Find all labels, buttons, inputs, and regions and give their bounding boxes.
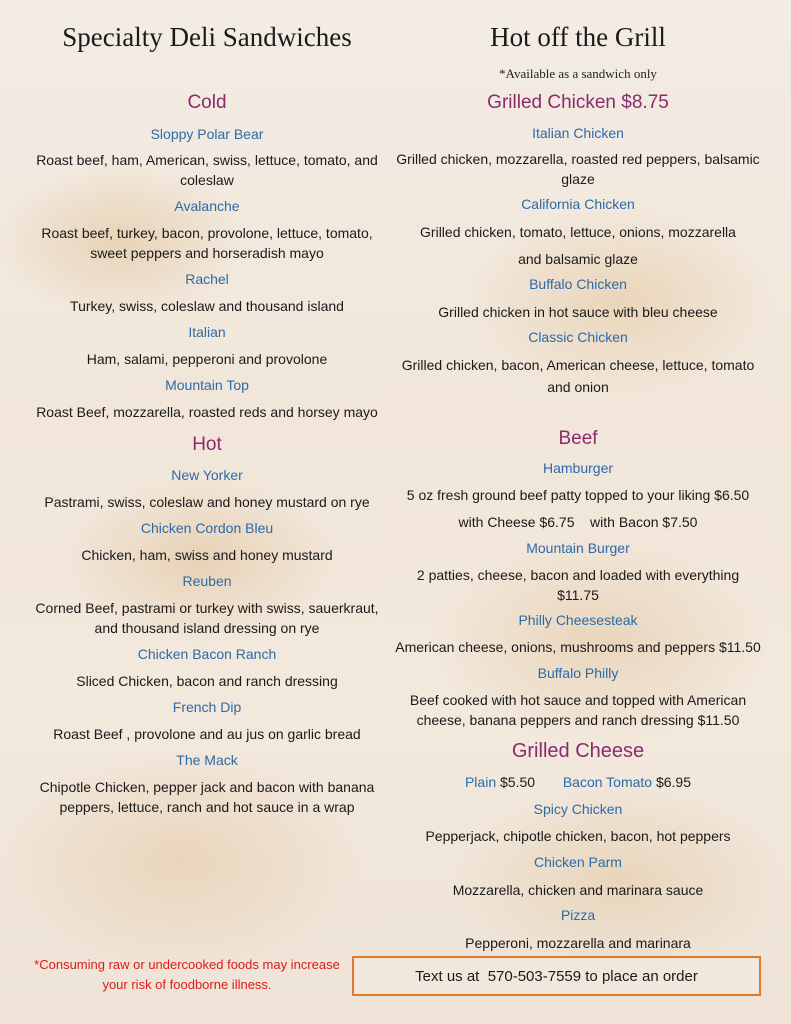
item-name: Mountain Top [165, 377, 249, 393]
item-name: New Yorker [171, 467, 243, 483]
section-grilled-chicken-title: Grilled Chicken $8.75 [487, 92, 669, 113]
item-desc: Mozzarella, chicken and marinara sauce [452, 882, 704, 898]
grill-title: Hot off the Grill [490, 22, 666, 52]
plain-label: Plain [464, 774, 497, 790]
item-desc: Chicken, ham, swiss and honey mustard [81, 547, 333, 563]
item-desc-continued: with Cheese $6.75 with Bacon $7.50 [458, 514, 698, 530]
item-name: Classic Chicken [528, 329, 628, 345]
item-name: Buffalo Chicken [529, 276, 627, 292]
item-desc: Pastrami, swiss, coleslaw and honey mustard on rye [44, 494, 370, 510]
item-name: Mountain Burger [526, 540, 630, 556]
item-desc: Grilled chicken, bacon, American cheese, lettuce, tomato [401, 357, 755, 373]
order-by-text-banner [352, 956, 761, 996]
item-name: Chicken Bacon Ranch [137, 646, 277, 662]
item-desc: Turkey, swiss, coleslaw and thousand island [70, 298, 344, 314]
item-name: Chicken Cordon Bleu [140, 520, 274, 536]
item-desc: American cheese, onions, mushrooms and peppers $11.50 [395, 639, 761, 655]
item-desc: Pepperoni, mozzarella and marinara [465, 935, 691, 951]
item-desc: Pepperjack, chipotle chicken, bacon, hot peppers [425, 828, 731, 844]
item-desc: 5 oz fresh ground beef patty topped to your liking $6.50 [406, 487, 750, 503]
item-desc-continued: and onion [547, 379, 609, 395]
item-desc-continued: and balsamic glaze [518, 251, 638, 267]
item-name: Italian Chicken [532, 125, 624, 141]
item-name: Reuben [182, 573, 232, 589]
item-name: Italian [188, 324, 226, 340]
item-name: Avalanche [174, 198, 240, 214]
bacon-tomato-price: $6.95 [655, 774, 692, 790]
item-name: The Mack [176, 752, 238, 768]
item-desc: Beef cooked with hot sauce and topped with American cheese, banana peppers and ranch dressing $11.50 [409, 692, 747, 728]
bacon-tomato-label: Bacon Tomato [562, 774, 653, 790]
item-desc: Sliced Chicken, bacon and ranch dressing [76, 673, 338, 689]
item-name: French Dip [172, 699, 242, 715]
item-desc: Roast beef, turkey, bacon, provolone, lettuce, tomato, sweet peppers and horseradish mayo [41, 225, 373, 261]
item-desc: Ham, salami, pepperoni and provolone [86, 351, 328, 367]
item-name: Buffalo Philly [537, 665, 619, 681]
section-beef-title: Beef [558, 428, 598, 449]
sandwich-note: *Available as a sandwich only [499, 66, 657, 81]
item-desc: 2 patties, cheese, bacon and loaded with everything $11.75 [416, 567, 740, 603]
order-by-text-label: Text us at 570-503-7559 to place an order [415, 967, 698, 985]
item-desc: Grilled chicken in hot sauce with bleu cheese [438, 304, 718, 320]
grilled-cheese-options [392, 774, 764, 790]
item-desc: Corned Beef, pastrami or turkey with swiss, sauerkraut, and thousand island dressing on rye [35, 600, 379, 636]
section-cold-title: Cold [187, 92, 227, 113]
item-desc: Chipotle Chicken, pepper jack and bacon with banana peppers, lettuce, ranch and hot sauce in a wrap [39, 779, 375, 815]
item-desc: Roast beef, ham, American, swiss, lettuce, tomato, and coleslaw [36, 152, 378, 188]
item-name: Philly Cheesesteak [518, 612, 638, 628]
item-desc: Grilled chicken, tomato, lettuce, onions, mozzarella [420, 224, 736, 240]
item-name: Hamburger [542, 460, 614, 476]
food-safety-warning: *Consuming raw or undercooked foods may increase your risk of foodborne illness. [34, 957, 340, 992]
item-desc: Grilled chicken, mozzarella, roasted red peppers, balsamic glaze [396, 151, 760, 187]
item-name: California Chicken [521, 196, 635, 212]
item-desc: Roast Beef, mozzarella, roasted reds and horsey mayo [36, 404, 378, 420]
item-name: Sloppy Polar Bear [150, 126, 264, 142]
item-name: Chicken Parm [534, 854, 622, 870]
item-name: Pizza [560, 907, 596, 923]
plain-price: $5.50 [500, 774, 536, 790]
item-name: Rachel [185, 271, 229, 287]
section-hot-title: Hot [192, 434, 222, 455]
item-name: Spicy Chicken [533, 801, 623, 817]
deli-title: Specialty Deli Sandwiches [62, 22, 352, 52]
item-desc: Roast Beef , provolone and au jus on garlic bread [53, 726, 361, 742]
section-grilled-cheese-title: Grilled Cheese [511, 740, 645, 762]
